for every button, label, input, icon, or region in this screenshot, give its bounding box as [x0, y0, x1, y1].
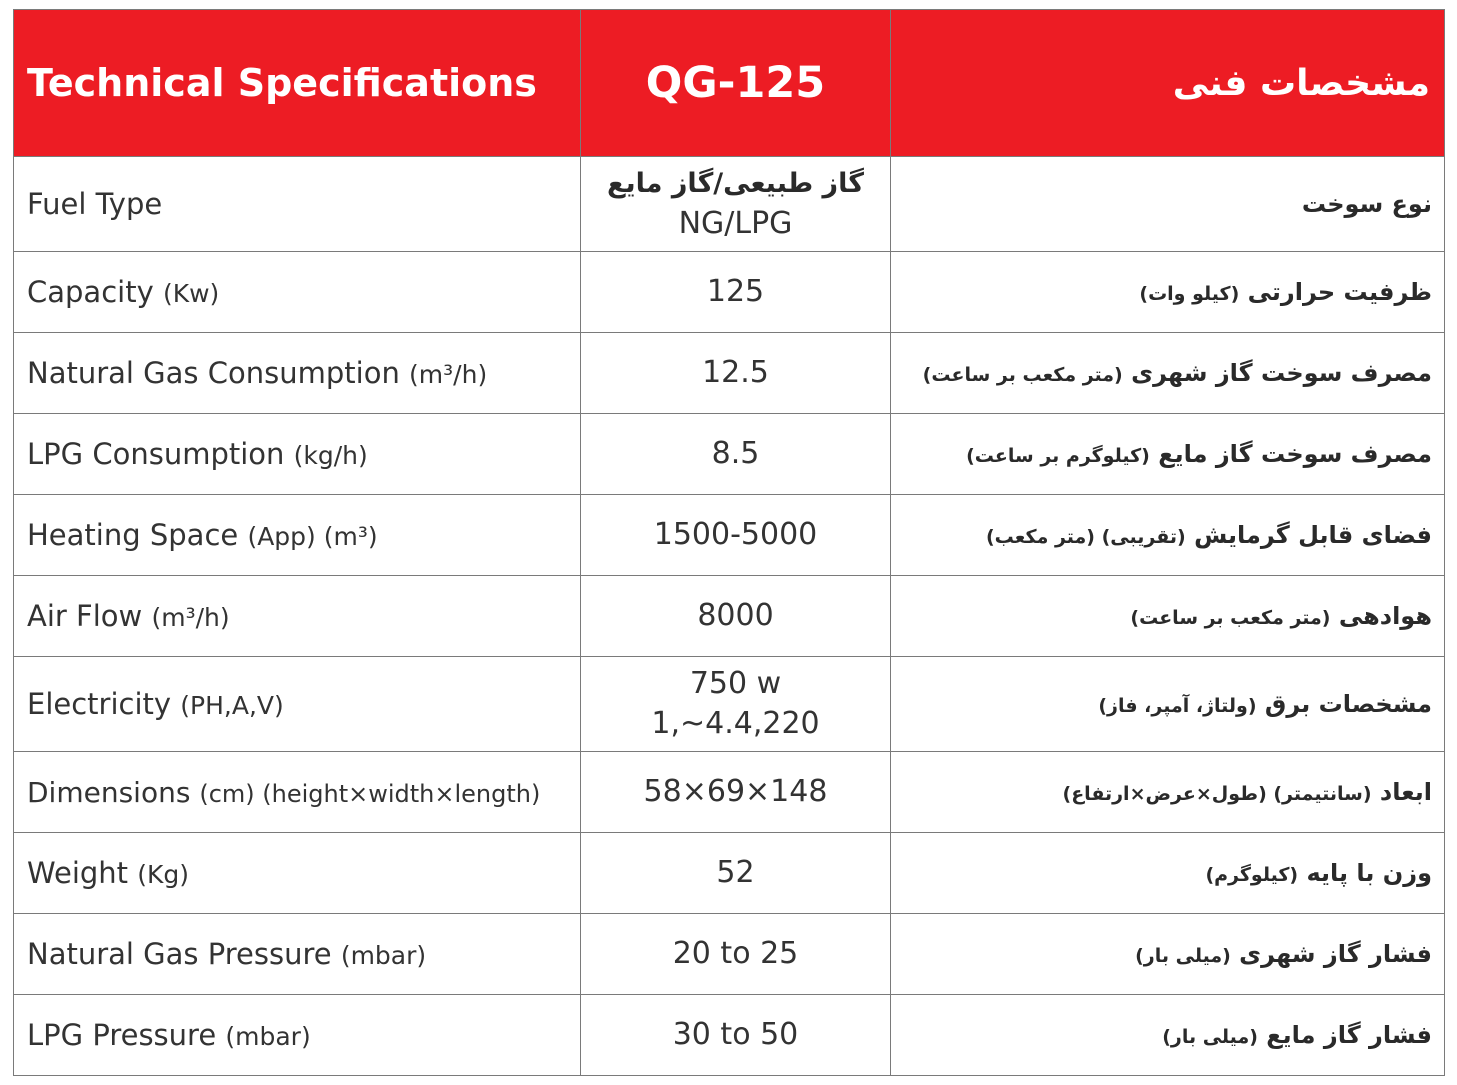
table-row [14, 414, 1445, 495]
value-cell [581, 495, 891, 576]
persian-label: مشخصات برق [1264, 690, 1432, 718]
value-cell [581, 576, 891, 657]
persian-unit: (سانتیمتر) (طول×عرض×ارتفاع) [1062, 783, 1372, 805]
value-cell [581, 157, 891, 252]
value: 12.5 [702, 355, 769, 390]
table-row [14, 833, 1445, 914]
persian-label-cell [891, 995, 1445, 1076]
value-cell [581, 657, 891, 752]
persian-unit: (کیلوگرم) [1205, 864, 1299, 886]
persian-label-cell [891, 576, 1445, 657]
table-row [14, 576, 1445, 657]
english-label: Dimensions [27, 775, 191, 809]
table-row [14, 333, 1445, 414]
persian-label-cell [891, 657, 1445, 752]
value: 1500-5000 [653, 517, 818, 552]
english-label: Fuel Type [27, 187, 163, 221]
persian-label-cell [891, 252, 1445, 333]
english-label: Electricity [27, 687, 172, 721]
value-cell [581, 752, 891, 833]
value: 30 to 50 [672, 1017, 799, 1052]
english-unit: (mbar) [340, 941, 427, 970]
english-unit: (Kg) [137, 860, 190, 889]
value-cell [581, 833, 891, 914]
persian-label: ابعاد [1379, 778, 1432, 806]
english-label: LPG Pressure [27, 1018, 217, 1052]
persian-label-cell [891, 414, 1445, 495]
persian-unit: (ولتاژ، آمپر، فاز) [1098, 695, 1257, 717]
value: 8.5 [711, 436, 760, 471]
persian-unit: (متر مکعب بر ساعت) [1130, 607, 1331, 629]
value-cell [581, 333, 891, 414]
persian-unit: (میلی بار) [1162, 1026, 1258, 1048]
header-model: QG-125 [581, 10, 891, 157]
english-label-cell [14, 995, 581, 1076]
table-row [14, 752, 1445, 833]
value-line2: NG/LPG [678, 206, 793, 241]
persian-label: فشار گاز شهری [1239, 940, 1432, 968]
value: 20 to 25 [672, 936, 799, 971]
table-row [14, 657, 1445, 752]
persian-unit: (تقریبی) (متر مکعب) [986, 526, 1186, 548]
english-unit: (cm) (height×width×length) [199, 779, 541, 808]
english-label: LPG Consumption [27, 437, 285, 471]
english-label-cell [14, 252, 581, 333]
persian-label: ظرفیت حرارتی [1247, 278, 1432, 306]
persian-label-cell [891, 495, 1445, 576]
value-cell [581, 914, 891, 995]
english-label: Natural Gas Pressure [27, 937, 332, 971]
persian-unit: (میلی بار) [1135, 945, 1231, 967]
persian-unit: (کیلو وات) [1139, 283, 1240, 305]
value-line2: 1,~4.4,220 [651, 706, 820, 741]
english-label-cell [14, 752, 581, 833]
english-label-cell [14, 576, 581, 657]
table-header-row [14, 10, 1445, 157]
english-label: Capacity [27, 275, 154, 309]
table-row [14, 995, 1445, 1076]
english-label-cell [14, 333, 581, 414]
table-row [14, 495, 1445, 576]
persian-unit: (متر مکعب بر ساعت) [922, 364, 1123, 386]
english-label-cell [14, 914, 581, 995]
persian-label: وزن با پایه [1306, 859, 1432, 887]
persian-unit: (کیلوگرم بر ساعت) [966, 445, 1150, 467]
value: 125 [706, 274, 765, 309]
english-label-cell [14, 414, 581, 495]
value: 52 [716, 855, 755, 890]
header-english-title: Technical Specifications [14, 10, 581, 157]
value-cell [581, 995, 891, 1076]
english-unit: (App) (m³) [247, 522, 378, 551]
table-row [14, 914, 1445, 995]
value-cell [581, 414, 891, 495]
english-label-cell [14, 495, 581, 576]
value-line1: گاز طبیعی/گاز مایع [607, 168, 864, 199]
spec-table [13, 9, 1445, 1076]
english-label: Weight [27, 856, 129, 890]
table-row [14, 252, 1445, 333]
english-unit: (Kw) [162, 279, 220, 308]
english-label: Air Flow [27, 599, 143, 633]
english-unit: (PH,A,V) [180, 691, 284, 720]
persian-label: فضای قابل گرمایش [1194, 521, 1432, 549]
persian-label: مصرف سوخت گاز مایع [1158, 440, 1432, 468]
table-row [14, 157, 1445, 252]
english-label-cell [14, 657, 581, 752]
english-label-cell [14, 157, 581, 252]
persian-label-cell [891, 914, 1445, 995]
persian-label-cell [891, 833, 1445, 914]
english-unit: (m³/h) [151, 603, 230, 632]
persian-label: هوادهی [1338, 602, 1432, 630]
english-label-cell [14, 833, 581, 914]
persian-label-cell [891, 157, 1445, 252]
persian-label: مصرف سوخت گاز شهری [1131, 359, 1432, 387]
value: 8000 [697, 598, 774, 633]
persian-label-cell [891, 752, 1445, 833]
english-label: Natural Gas Consumption [27, 356, 400, 390]
english-label: Heating Space [27, 518, 239, 552]
persian-label: فشار گاز مایع [1266, 1021, 1432, 1049]
persian-label-cell [891, 333, 1445, 414]
english-unit: (kg/h) [293, 441, 368, 470]
english-unit: (mbar) [225, 1022, 311, 1051]
english-unit: (m³/h) [409, 360, 488, 389]
value-cell [581, 252, 891, 333]
header-persian-title: مشخصات فنی [891, 10, 1445, 157]
value: 58×69×148 [643, 774, 828, 809]
value-line1: 750 w [689, 666, 782, 701]
persian-label: نوع سوخت [1301, 190, 1432, 218]
